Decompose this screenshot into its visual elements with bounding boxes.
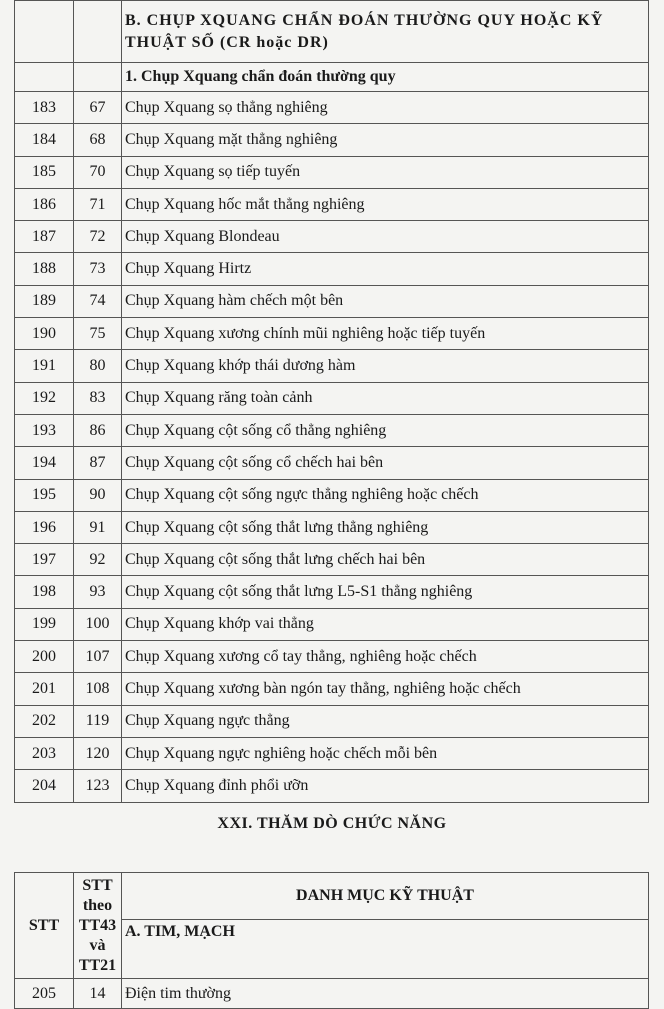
subsection-title-tim-mach: A. TIM, MẠCH xyxy=(125,923,235,940)
row-ref: 90 xyxy=(74,479,122,511)
row-ref: 83 xyxy=(74,382,122,414)
row-ref: 91 xyxy=(74,511,122,543)
row-ref: 73 xyxy=(74,253,122,285)
row-ref: 74 xyxy=(74,285,122,317)
row-procedure-name: Chụp Xquang xương cổ tay thẳng, nghiêng hoặc chếch xyxy=(122,641,649,673)
row-stt: 197 xyxy=(15,544,74,576)
table-row xyxy=(15,447,649,479)
row-ref: 68 xyxy=(74,124,122,156)
row-stt: 199 xyxy=(15,608,74,640)
row-stt: 195 xyxy=(15,479,74,511)
table-row xyxy=(15,124,649,156)
row-ref: 80 xyxy=(74,350,122,382)
row-procedure-name: Chụp Xquang khớp vai thẳng xyxy=(122,608,649,640)
row-ref: 107 xyxy=(74,641,122,673)
row-stt: 203 xyxy=(15,737,74,769)
row-procedure-name: Chụp Xquang khớp thái dương hàm xyxy=(122,350,649,382)
col-header-name-cell xyxy=(122,873,649,979)
table-row xyxy=(15,576,649,608)
section-title: XXI. THĂM DÒ CHỨC NĂNG xyxy=(217,815,447,832)
table-header-row xyxy=(15,873,649,979)
table-row xyxy=(15,350,649,382)
table-row xyxy=(15,253,649,285)
row-stt: 202 xyxy=(15,705,74,737)
procedure-table-function xyxy=(14,872,649,1009)
subsection-title: 1. Chụp Xquang chẩn đoán thường quy xyxy=(122,63,649,92)
col-header-ref-line: TT43 xyxy=(78,916,117,934)
row-stt: 196 xyxy=(15,511,74,543)
row-ref: 92 xyxy=(74,544,122,576)
row-procedure-name: Chụp Xquang Hirtz xyxy=(122,253,649,285)
subsection-header-row xyxy=(15,63,649,92)
row-ref: 123 xyxy=(74,770,122,802)
row-stt: 188 xyxy=(15,253,74,285)
table-row xyxy=(15,92,649,124)
table-row xyxy=(15,544,649,576)
procedure-table-xray xyxy=(14,0,649,803)
row-ref: 120 xyxy=(74,737,122,769)
row-procedure-name: Chụp Xquang mặt thẳng nghiêng xyxy=(122,124,649,156)
row-procedure-name: Chụp Xquang cột sống thắt lưng L5-S1 thẳng nghiêng xyxy=(122,576,649,608)
row-stt: 184 xyxy=(15,124,74,156)
row-stt: 193 xyxy=(15,414,74,446)
row-ref: 100 xyxy=(74,608,122,640)
row-stt: 189 xyxy=(15,285,74,317)
row-ref: 108 xyxy=(74,673,122,705)
row-stt: 185 xyxy=(15,156,74,188)
row-ref: 87 xyxy=(74,447,122,479)
row-stt: 201 xyxy=(15,673,74,705)
table-row xyxy=(15,156,649,188)
row-stt: 205 xyxy=(15,979,74,1009)
row-ref: 93 xyxy=(74,576,122,608)
table-row xyxy=(15,414,649,446)
col-header-name: DANH MỤC KỸ THUẬT xyxy=(122,873,648,920)
row-procedure-name: Chụp Xquang xương chính mũi nghiêng hoặc tiếp tuyến xyxy=(122,318,649,350)
row-stt: 194 xyxy=(15,447,74,479)
table-row xyxy=(15,382,649,414)
row-ref: 72 xyxy=(74,221,122,253)
col-header-ref-line: TT21 xyxy=(78,956,117,974)
row-ref: 71 xyxy=(74,188,122,220)
row-procedure-name: Chụp Xquang cột sống cổ chếch hai bên xyxy=(122,447,649,479)
table-row xyxy=(15,770,649,802)
row-procedure-name: Chụp Xquang cột sống cổ thẳng nghiêng xyxy=(122,414,649,446)
table-row xyxy=(15,608,649,640)
row-stt: 198 xyxy=(15,576,74,608)
col-header-ref-line: STT xyxy=(82,876,113,894)
row-ref: 67 xyxy=(74,92,122,124)
table-row xyxy=(15,479,649,511)
table-row xyxy=(15,318,649,350)
table-row xyxy=(15,737,649,769)
table-row xyxy=(15,641,649,673)
section-b-title: B. CHỤP XQUANG CHẨN ĐOÁN THƯỜNG QUY HOẶC KỸ THUẬT SỐ (CR hoặc DR) xyxy=(122,1,649,63)
row-ref: 75 xyxy=(74,318,122,350)
row-ref: 14 xyxy=(74,979,122,1009)
table-row xyxy=(15,979,649,1009)
row-procedure-name: Chụp Xquang xương bàn ngón tay thẳng, nghiêng hoặc chếch xyxy=(122,673,649,705)
row-procedure-name: Chụp Xquang ngực nghiêng hoặc chếch mỗi bên xyxy=(122,737,649,769)
table-row xyxy=(15,221,649,253)
col-header-ref-line: theo xyxy=(82,896,113,914)
table-row xyxy=(15,705,649,737)
row-procedure-name: Chụp Xquang hàm chếch một bên xyxy=(122,285,649,317)
row-procedure-name: Chụp Xquang ngực thẳng xyxy=(122,705,649,737)
row-procedure-name: Điện tim thường xyxy=(122,979,649,1009)
row-procedure-name: Chụp Xquang cột sống ngực thẳng nghiêng hoặc chếch xyxy=(122,479,649,511)
row-stt: 190 xyxy=(15,318,74,350)
row-procedure-name: Chụp Xquang hốc mắt thẳng nghiêng xyxy=(122,188,649,220)
row-stt: 186 xyxy=(15,188,74,220)
row-ref: 70 xyxy=(74,156,122,188)
row-stt: 204 xyxy=(15,770,74,802)
table-row xyxy=(15,673,649,705)
row-procedure-name: Chụp Xquang răng toàn cảnh xyxy=(122,382,649,414)
section-header-row xyxy=(15,1,649,63)
row-procedure-name: Chụp Xquang cột sống thắt lưng chếch hai bên xyxy=(122,544,649,576)
col-header-ref-line: và xyxy=(89,936,106,954)
row-stt: 191 xyxy=(15,350,74,382)
row-procedure-name: Chụp Xquang Blondeau xyxy=(122,221,649,253)
table-row xyxy=(15,188,649,220)
row-ref: 86 xyxy=(74,414,122,446)
row-procedure-name: Chụp Xquang cột sống thắt lưng thẳng nghiêng xyxy=(122,511,649,543)
row-stt: 183 xyxy=(15,92,74,124)
row-ref: 119 xyxy=(74,705,122,737)
row-procedure-name: Chụp Xquang sọ tiếp tuyến xyxy=(122,156,649,188)
table-row xyxy=(15,285,649,317)
col-header-ref xyxy=(74,873,122,979)
row-procedure-name: Chụp Xquang sọ thẳng nghiêng xyxy=(122,92,649,124)
row-procedure-name: Chụp Xquang đỉnh phổi ưỡn xyxy=(122,770,649,802)
row-stt: 192 xyxy=(15,382,74,414)
col-header-stt: STT xyxy=(15,873,74,979)
table-row xyxy=(15,511,649,543)
row-stt: 187 xyxy=(15,221,74,253)
row-stt: 200 xyxy=(15,641,74,673)
